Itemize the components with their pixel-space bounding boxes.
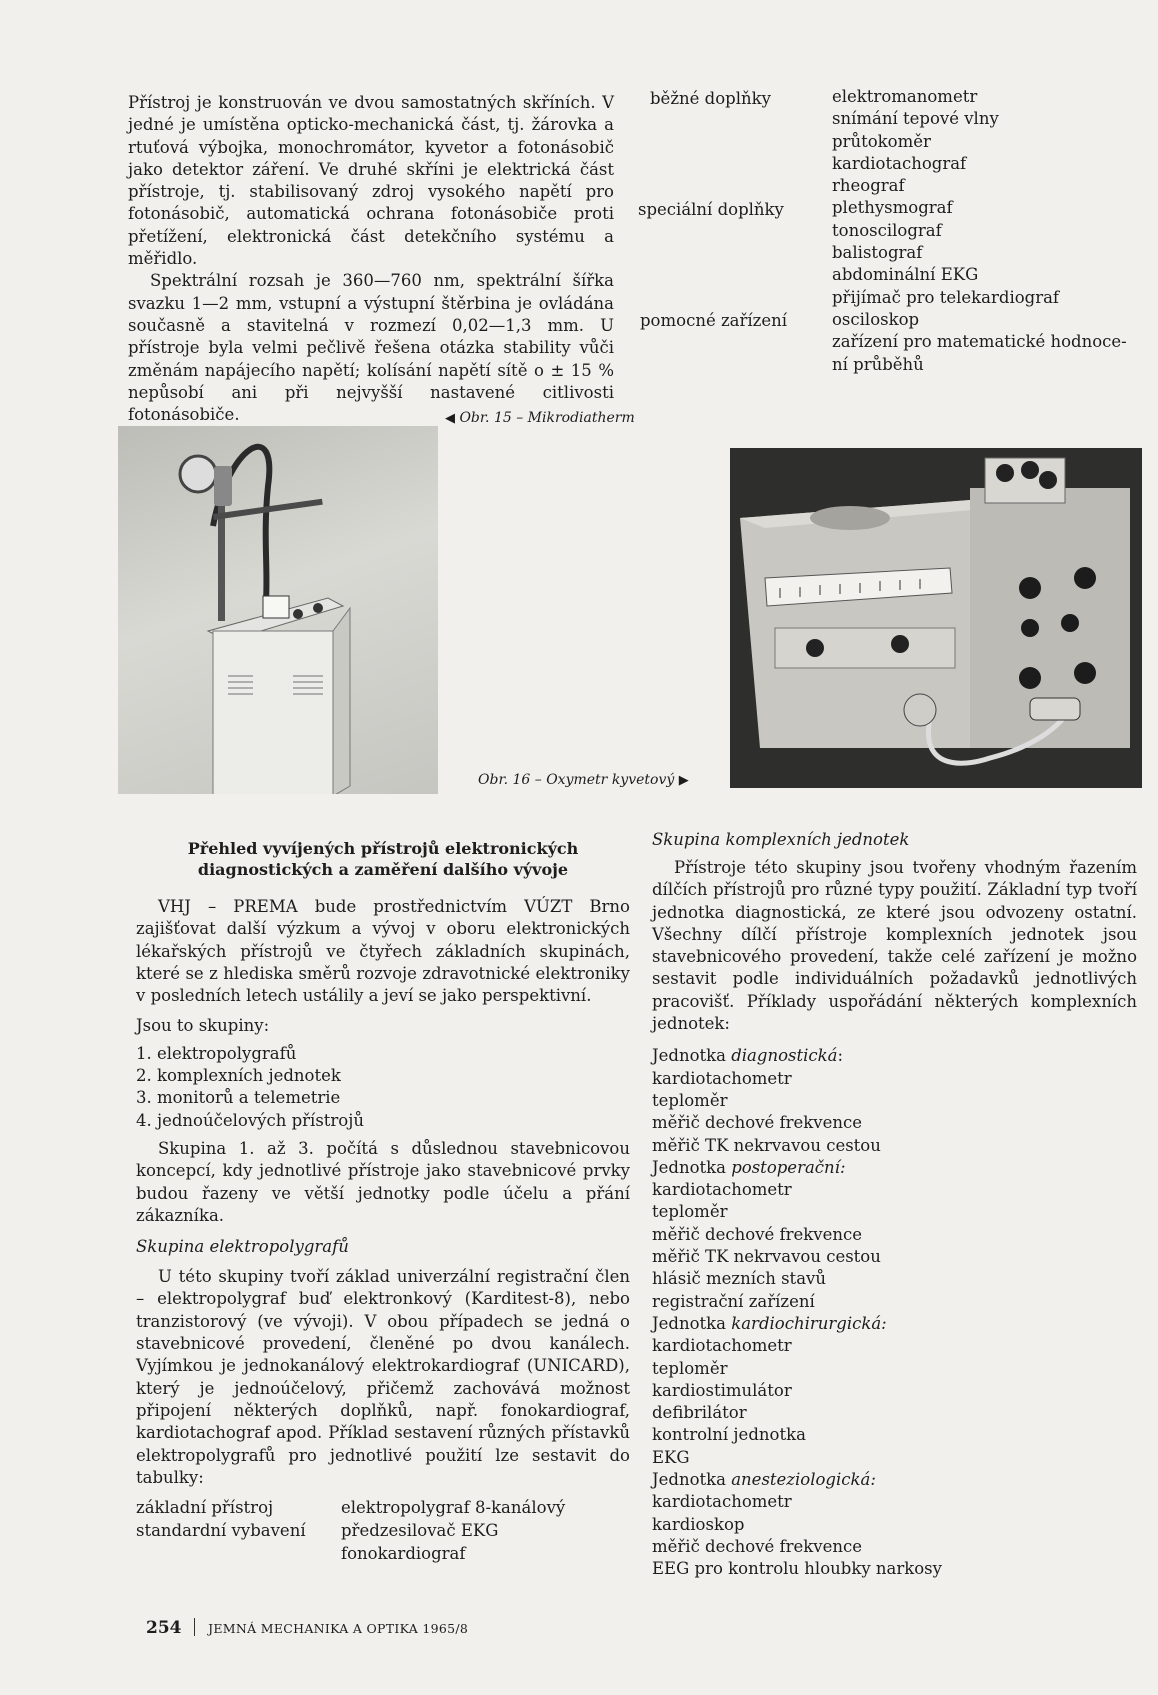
unit-item: kardiostimulátor — [652, 1380, 792, 1400]
accessory-item: kardiotachograf — [832, 153, 967, 173]
unit-item: teploměr — [652, 1358, 728, 1378]
unit-item: EKG — [652, 1447, 690, 1467]
right-paragraph-1: Přístroje této skupiny jsou tvořeny vhodným řazením dílčích přístrojů pro různé typy použití. Základní typ tvoří jednotka diagnostická, ze které jsou odvozeny ostatní. Všechny dílčí přístroje komplexních jednotek jsou stavebnicového provedení, takže celé zařízení je možno sestavit podle individuálních požadavků jednotlivých pracovišť. Příklady uspořádání některých komplexních jednotek: — [652, 858, 1137, 1034]
accessory-item: balistograf — [832, 243, 923, 263]
intro-paragraph-2: Spektrální rozsah je 360—760 nm, spektrální šířka svazku 1—2 mm, vstupní a výstupní štěrbina je ovládána současně a stavitelná v rozmezí 0,02—1,3 mm. U přístroje byla velmi pečlivě řešena otázka stability vůči změnám napájecího napětí; kolísání napětí sítě o ± 15 % nepůsobí ani při nejvyšší nastavené citlivosti fotonásobiče. — [128, 271, 614, 425]
unit-heading — [652, 1045, 1137, 1067]
table-row-3-value: fonokardiograf — [341, 1544, 466, 1564]
unit-item: kardioskop — [652, 1514, 745, 1534]
unit-item: měřič TK nekrvavou cestou — [652, 1247, 881, 1267]
page-number: 254 — [146, 1618, 182, 1638]
oxymetr-illustration — [730, 448, 1142, 788]
unit-item: měřič dechové frekvence — [652, 1113, 862, 1133]
unit-item: měřič dechové frekvence — [652, 1536, 862, 1556]
unit-prefix: Jednotka — [652, 1046, 732, 1066]
unit-item: kardiotachometr — [652, 1492, 792, 1512]
group-list-item: 2. komplexních jednotek — [136, 1066, 341, 1086]
left-column — [136, 838, 630, 1569]
accessory-item: abdominální EKG — [832, 265, 979, 285]
accessory-item: rheograf — [832, 176, 905, 196]
unit-item: kardiotachometr — [652, 1336, 792, 1356]
accessory-item: ní průběhů — [832, 354, 924, 374]
unit-heading — [652, 1469, 1137, 1491]
mikrodiatherm-illustration — [118, 426, 438, 794]
table-row-1-value: elektropolygraf 8-kanálový — [341, 1498, 566, 1518]
right-arrow-icon: ▶ — [678, 773, 689, 788]
left-paragraph-3: U této skupiny tvoří základ univerzální registrační člen – elektropolygraf buď elektronkový (Karditest-8), nebo tranzistorový (ve vývoji). V obou případech se jedná o stavebnicové provedení, členěné po dvou kanálech. Vyjímkou je jednokanálový elektrokardiograf (UNICARD), který je jednoúčelový, přičemž zachovává možnost připojení některých doplňků, např. fonokardiograf, kardiotachograf apod. Příklad sestavení různých přístavků elektropolygrafů pro jednotlivé použití lze sestavit do tabulky: — [136, 1267, 630, 1487]
left-arrow-icon: ◀ — [445, 411, 455, 426]
mikrodiatherm-photo — [118, 426, 438, 794]
common-accessories-label: běžné doplňky — [650, 89, 771, 108]
footer-divider — [194, 1618, 195, 1636]
unit-heading — [652, 1157, 1137, 1179]
unit-item: registrační zařízení — [652, 1291, 815, 1311]
group-list-item: 1. elektropolygrafů — [136, 1043, 297, 1063]
section-heading: Přehled vyvíjených přístrojů elektronických diagnostických a zaměření dalšího vývoje — [187, 839, 579, 879]
unit-name: postoperační: — [731, 1157, 846, 1177]
unit-prefix: Jednotka — [652, 1313, 732, 1333]
unit-prefix: Jednotka — [652, 1470, 732, 1490]
groups-intro: Jsou to skupiny: — [136, 1016, 270, 1036]
unit-heading — [652, 1313, 1137, 1335]
right-column — [652, 830, 1137, 1581]
units-list — [652, 1045, 1137, 1580]
page-footer — [146, 1618, 468, 1638]
unit-name: anesteziologická: — [731, 1470, 876, 1490]
accessory-item: tonoscilograf — [832, 220, 942, 240]
subheading-komplexnich-jednotek: Skupina komplexních jednotek — [652, 830, 910, 849]
polygraph-table — [136, 1497, 630, 1569]
unit-item: hlásič mezních stavů — [652, 1269, 826, 1289]
unit-item: kardiotachometr — [652, 1068, 792, 1088]
accessory-item: průtokoměr — [832, 131, 931, 151]
intro-text — [128, 92, 614, 426]
group-list-item: 4. jednoúčelových přístrojů — [136, 1110, 364, 1130]
intro-paragraph-1: Přístroj je konstruován ve dvou samostatných skříních. V jedné je umístěna opticko-mechanická část, tj. žárovka a rtuťová výbojka, monochromátor, kyvetor a fotonásobič jako detektor záření. Ve druhé skříni je elektrická část přístroje, tj. stabilisovaný zdroj vysokého napětí pro fotonásobič, automatická ochrana fotonásobiče proti přetížení, elektronická část detekčního systému a měřidlo. — [128, 93, 614, 269]
unit-name: diagnostická — [731, 1046, 838, 1066]
accessory-list — [832, 86, 1137, 376]
groups-list — [136, 1043, 630, 1132]
unit-item: měřič TK nekrvavou cestou — [652, 1135, 881, 1155]
journal-name: JEMNÁ MECHANIKA A OPTIKA 1965/8 — [208, 1621, 469, 1636]
unit-item: teploměr — [652, 1090, 728, 1110]
left-paragraph-1: VHJ – PREMA bude prostřednictvím VÚZT Brno zajišťovat další výzkum a vývoj v oboru elektronických lékařských přístrojů ve čtyřech základních skupinách, které se z hlediska směrů rozvoje zdravotnické elektroniky v posledních letech ustálily a jeví se jako perspektivní. — [136, 897, 630, 1006]
accessory-item: snímání tepové vlny — [832, 109, 999, 129]
unit-item: defibrilátor — [652, 1403, 747, 1423]
subheading-elektropolygrafu: Skupina elektropolygrafů — [136, 1237, 349, 1257]
accessory-item: osciloskop — [832, 309, 920, 329]
accessory-item: plethysmograf — [832, 198, 953, 218]
unit-item: EEG pro kontrolu hloubky narkosy — [652, 1559, 942, 1579]
accessory-item: přijímač pro telekardiograf — [832, 287, 1060, 307]
unit-suffix: : — [837, 1046, 844, 1066]
table-row-1-label: základní přístroj — [136, 1498, 274, 1518]
figure-16-caption: Obr. 16 – Oxymetr kyvetový ▶ — [478, 772, 689, 788]
auxiliary-equipment-label: pomocné zařízení — [640, 311, 788, 330]
figure-15-caption: ◀ Obr. 15 – Mikrodiatherm — [445, 410, 635, 426]
accessory-item: zařízení pro matematické hodnoce- — [832, 332, 1127, 352]
left-paragraph-2: Skupina 1. až 3. počítá s důslednou stavebnicovou koncepcí, kdy jednotlivé přístroje jako stavebnicové prvky budou řazeny ve větší jednotky podle účelu a přání zákazníka. — [136, 1138, 630, 1225]
unit-item: měřič dechové frekvence — [652, 1224, 862, 1244]
accessory-item: elektromanometr — [832, 87, 978, 106]
unit-name: kardiochirurgická: — [731, 1313, 887, 1333]
special-accessories-label: speciální doplňky — [638, 200, 784, 219]
oxymetr-photo — [730, 448, 1142, 788]
unit-item: kontrolní jednotka — [652, 1425, 806, 1445]
unit-item: kardiotachometr — [652, 1180, 792, 1200]
table-row-2-value: předzesilovač EKG — [341, 1521, 499, 1541]
group-list-item: 3. monitorů a telemetrie — [136, 1088, 341, 1108]
unit-item: teploměr — [652, 1202, 728, 1222]
unit-prefix: Jednotka — [652, 1157, 732, 1177]
table-row-2-label: standardní vybavení — [136, 1521, 306, 1541]
